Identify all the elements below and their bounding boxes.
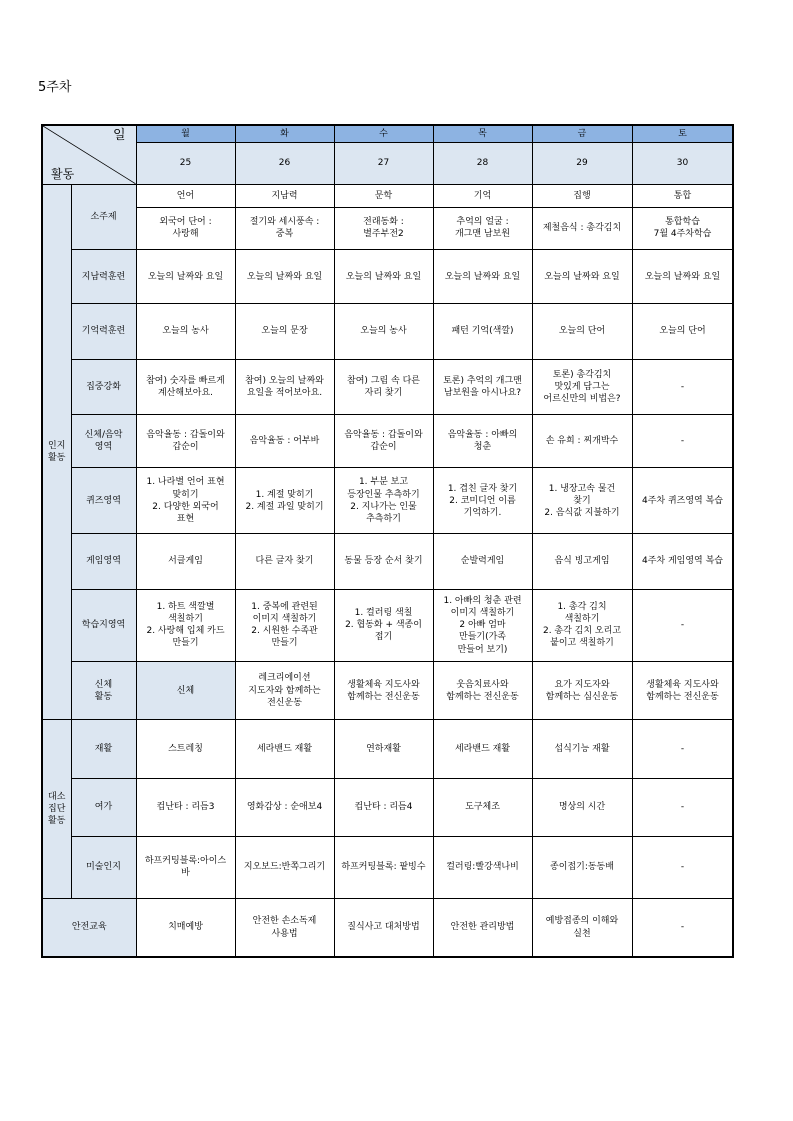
- topic-area-cell: 언어: [136, 184, 235, 207]
- focus-cell: 참여) 숫자를 빠르게 계산해보아요.: [136, 359, 235, 414]
- row-label-safety: 안전교육: [42, 899, 136, 957]
- study-cell: 1. 총각 김치 색칠하기 2. 총각 김치 오리고 붙이고 색칠하기: [532, 589, 632, 661]
- quiz-cell: 1. 계절 맞히기 2. 계절 과일 맞히기: [235, 468, 334, 534]
- game-cell: 다른 글자 찾기: [235, 534, 334, 589]
- orientation-cell: 오늘의 날짜와 요일: [532, 250, 632, 304]
- leisure-cell: 컵난타 : 리듬4: [334, 778, 433, 836]
- weekly-activity-table: [41, 124, 734, 958]
- quiz-cell: 1. 겹친 글자 찾기 2. 코미디언 이름 기억하기.: [433, 468, 532, 534]
- focus-cell: 참여) 그림 속 다른 자리 찾기: [334, 359, 433, 414]
- row-label-body-music: 신체/음악 영역: [71, 414, 136, 467]
- game-cell: 동물 등장 순서 찾기: [334, 534, 433, 589]
- row-label-game: 게임영역: [71, 534, 136, 589]
- body-music-cell: 손 유희 : 찌개박수: [532, 414, 632, 467]
- study-cell: 1. 컬러링 색칠 2. 협동화 + 색종이 접기: [334, 589, 433, 661]
- row-label-topic: 소주제: [71, 184, 136, 249]
- memory-cell: 오늘의 단어: [532, 304, 632, 359]
- game-cell: 순발력게임: [433, 534, 532, 589]
- date-tue: 26: [235, 142, 334, 184]
- row-label-orientation: 지남력훈련: [71, 250, 136, 304]
- body-music-cell: 음악율동 : 갑돌이와 갑순이: [136, 414, 235, 467]
- topic-cell: 전래동화 : 별주부전2: [334, 207, 433, 249]
- memory-cell: 오늘의 농사: [136, 304, 235, 359]
- corner-activity-label: 활동: [51, 166, 75, 181]
- leisure-cell: 명상의 시간: [532, 778, 632, 836]
- art-cell: 컬러링:빨강색나비: [433, 836, 532, 898]
- quiz-cell: 1. 냉장고속 물건 찾기 2. 음식값 지불하기: [532, 468, 632, 534]
- topic-cell: 통합학습 7월 4주차학습: [632, 207, 733, 249]
- memory-cell: 오늘의 농사: [334, 304, 433, 359]
- day-header-sat: 토: [632, 125, 733, 142]
- day-header-thu: 목: [433, 125, 532, 142]
- orientation-cell: 오늘의 날짜와 요일: [334, 250, 433, 304]
- row-label-rehab: 재활: [71, 720, 136, 778]
- safety-cell: 질식사고 대처방법: [334, 899, 433, 957]
- topic-area-cell: 기억: [433, 184, 532, 207]
- orientation-cell: 오늘의 날짜와 요일: [235, 250, 334, 304]
- leisure-cell: 도구체조: [433, 778, 532, 836]
- safety-cell: 안전한 손소독제 사용법: [235, 899, 334, 957]
- art-cell: -: [632, 836, 733, 898]
- row-label-art: 미술인지: [71, 836, 136, 898]
- rehab-cell: 스트레칭: [136, 720, 235, 778]
- row-label-physical: 신체: [136, 662, 235, 720]
- game-cell: 4주차 게임영역 복습: [632, 534, 733, 589]
- physical-cell: 레크리에이션 지도자와 함께하는 전신운동: [235, 662, 334, 720]
- row-label-focus: 집중강화: [71, 359, 136, 414]
- leisure-cell: 컵난타 : 리듬3: [136, 778, 235, 836]
- study-cell: -: [632, 589, 733, 661]
- day-header-wed: 수: [334, 125, 433, 142]
- day-header-mon: 월: [136, 125, 235, 142]
- focus-cell: -: [632, 359, 733, 414]
- quiz-cell: 1. 나라별 언어 표현 맞히기 2. 다양한 외국어 표현: [136, 468, 235, 534]
- orientation-cell: 오늘의 날짜와 요일: [632, 250, 733, 304]
- focus-cell: 토론) 추억의 개그맨 남보원을 아시나요?: [433, 359, 532, 414]
- topic-area-cell: 문학: [334, 184, 433, 207]
- topic-area-cell: 집행: [532, 184, 632, 207]
- date-wed: 27: [334, 142, 433, 184]
- rehab-cell: 세라밴드 재활: [433, 720, 532, 778]
- safety-cell: -: [632, 899, 733, 957]
- focus-cell: 참여) 오늘의 날짜와 요일을 적어보아요.: [235, 359, 334, 414]
- memory-cell: 패턴 기억(색깔): [433, 304, 532, 359]
- row-label-memory: 기억력훈련: [71, 304, 136, 359]
- orientation-cell: 오늘의 날짜와 요일: [433, 250, 532, 304]
- date-sat: 30: [632, 142, 733, 184]
- topic-cell: 외국어 단어 : 사랑해: [136, 207, 235, 249]
- orientation-cell: 오늘의 날짜와 요일: [136, 250, 235, 304]
- quiz-cell: 1. 부분 보고 등장인물 추측하기 2. 지나가는 인물 추측하기: [334, 468, 433, 534]
- week-title: 5주차: [38, 80, 72, 95]
- art-cell: 종이접기:동동배: [532, 836, 632, 898]
- topic-cell: 절기와 세시풍속 : 중복: [235, 207, 334, 249]
- row-label-leisure: 여가: [71, 778, 136, 836]
- rehab-cell: -: [632, 720, 733, 778]
- study-cell: 1. 중복에 관련된 이미지 색칠하기 2. 시원한 수족관 만들기: [235, 589, 334, 661]
- body-music-cell: 음악율동 : 갑돌이와 갑순이: [334, 414, 433, 467]
- game-cell: 서클게임: [136, 534, 235, 589]
- quiz-cell: 4주차 퀴즈영역 복습: [632, 468, 733, 534]
- day-header-fri: 금: [532, 125, 632, 142]
- category-physical: 신체 활동: [71, 662, 136, 720]
- safety-cell: 예방접종의 이해와 실천: [532, 899, 632, 957]
- row-label-study: 학습지영역: [71, 589, 136, 661]
- body-music-cell: 음악율동 : 어부바: [235, 414, 334, 467]
- row-label-quiz: 퀴즈영역: [71, 468, 136, 534]
- safety-cell: 안전한 관리방법: [433, 899, 532, 957]
- art-cell: 하프커팅블록:아이스 바: [136, 836, 235, 898]
- rehab-cell: 섭식기능 재활: [532, 720, 632, 778]
- study-cell: 1. 아빠의 청춘 관련 이미지 색칠하기 2 아빠 엄마 만들기(가족 만들어 보기): [433, 589, 532, 661]
- physical-cell: 웃음치료사와 함께하는 전신운동: [433, 662, 532, 720]
- art-cell: 지오보드:반쪽그리기: [235, 836, 334, 898]
- physical-cell: 생활체육 지도사와 함께하는 전신운동: [334, 662, 433, 720]
- corner-day-label: 일: [112, 128, 126, 143]
- category-group: 대소 집단 활동: [42, 720, 71, 899]
- rehab-cell: 세라밴드 재활: [235, 720, 334, 778]
- table-corner-header: [42, 125, 136, 184]
- date-fri: 29: [532, 142, 632, 184]
- date-mon: 25: [136, 142, 235, 184]
- study-cell: 1. 하트 색깔별 색칠하기 2. 사랑해 입체 카드 만들기: [136, 589, 235, 661]
- topic-cell: 제철음식 : 총각김치: [532, 207, 632, 249]
- physical-cell: 생활체육 지도사와 함께하는 전신운동: [632, 662, 733, 720]
- leisure-cell: 영화감상 : 순애보4: [235, 778, 334, 836]
- memory-cell: 오늘의 문장: [235, 304, 334, 359]
- body-music-cell: -: [632, 414, 733, 467]
- safety-cell: 치매예방: [136, 899, 235, 957]
- topic-area-cell: 통합: [632, 184, 733, 207]
- memory-cell: 오늘의 단어: [632, 304, 733, 359]
- category-cognitive: 인지 활동: [42, 184, 71, 720]
- game-cell: 음식 빙고게임: [532, 534, 632, 589]
- physical-cell: 요가 지도자와 함께하는 심신운동: [532, 662, 632, 720]
- rehab-cell: 연하재활: [334, 720, 433, 778]
- topic-area-cell: 지남력: [235, 184, 334, 207]
- day-header-tue: 화: [235, 125, 334, 142]
- leisure-cell: -: [632, 778, 733, 836]
- body-music-cell: 음악율동 : 아빠의 청춘: [433, 414, 532, 467]
- topic-cell: 추억의 얼굴 : 개그맨 남보원: [433, 207, 532, 249]
- date-thu: 28: [433, 142, 532, 184]
- focus-cell: 토론) 총각김치 맛있게 담그는 어르신만의 비법은?: [532, 359, 632, 414]
- art-cell: 하프커팅블록: 팥빙수: [334, 836, 433, 898]
